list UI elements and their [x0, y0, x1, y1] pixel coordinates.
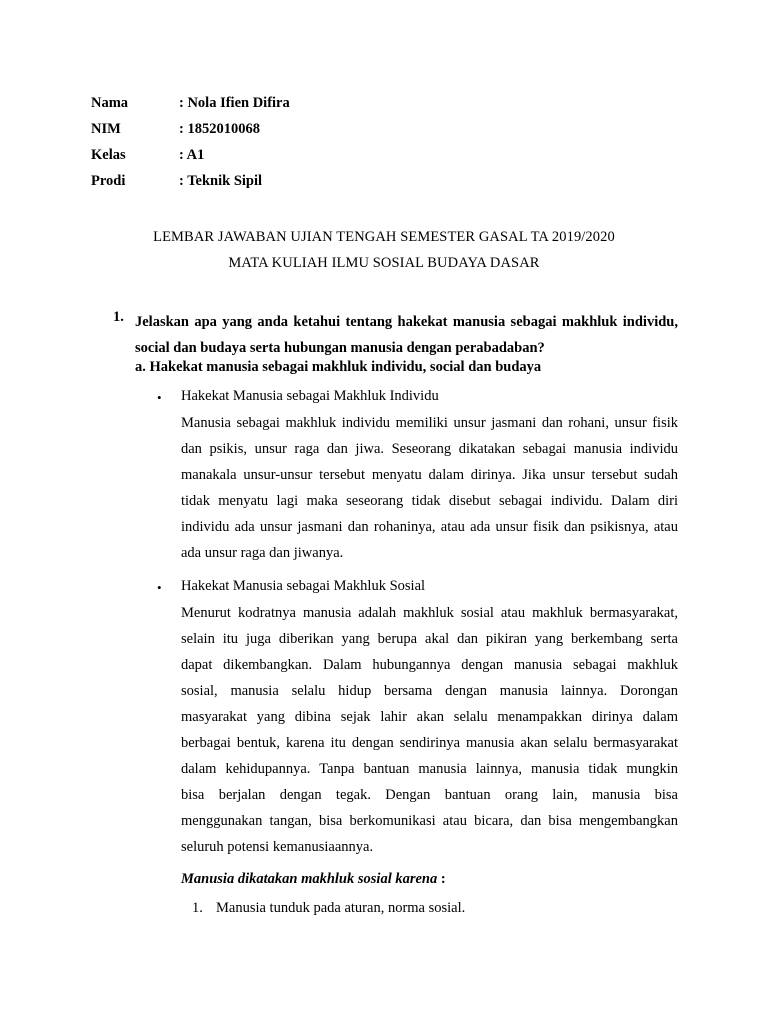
- reason-heading-text: Manusia dikatakan makhluk sosial karena: [181, 871, 438, 887]
- identity-row-prodi: [91, 173, 262, 190]
- paragraph-line: tidak menyatu lagi maka seseorang tidak disebut sebagai individu. Dalam diri: [181, 493, 678, 509]
- section-title-individu: Hakekat Manusia sebagai Makhluk Individu: [181, 388, 439, 404]
- paragraph-line: bisa berjalan dengan tegak. Dengan bantuan orang lain, manusia bisa: [181, 787, 678, 803]
- paragraph-line: seluruh potensi kemanusiaannya.: [181, 839, 374, 855]
- paragraph-line: Menurut kodratnya manusia adalah makhluk sosial atau makhluk bermasyarakat,: [181, 605, 678, 621]
- identity-value: : 1852010068: [179, 121, 260, 137]
- paragraph-line: berbagai bentuk, karena itu dengan sendirinya manusia akan selalu bermasyarakat: [181, 735, 678, 751]
- identity-label: NIM: [91, 121, 121, 137]
- answer-subheading: a. Hakekat manusia sebagai makhluk individu, social dan budaya: [135, 359, 542, 375]
- list-item-number: 1.: [192, 900, 203, 916]
- paragraph-line: menggunakan tangan, bisa berkomunikasi atau bicara, dan bisa mengembangkan: [181, 813, 678, 829]
- identity-value: : A1: [179, 147, 205, 163]
- identity-value: : Nola Ifien Difira: [179, 95, 290, 111]
- section-title-sosial: Hakekat Manusia sebagai Makhluk Sosial: [181, 578, 426, 594]
- paragraph-line: Manusia sebagai makhluk individu memiliki unsur jasmani dan rohani, unsur fisik: [181, 415, 678, 431]
- identity-row-nama: [91, 95, 290, 112]
- identity-label: Prodi: [91, 173, 126, 189]
- identity-row-nim: [91, 121, 260, 138]
- paragraph-line: masyarakat yang dibina sejak lahir akan selalu menampakkan dirinya dalam: [181, 709, 678, 725]
- exam-title: LEMBAR JAWABAN UJIAN TENGAH SEMESTER GASAL TA 2019/2020: [153, 229, 615, 245]
- question-number: 1.: [113, 309, 124, 325]
- course-title: MATA KULIAH ILMU SOSIAL BUDAYA DASAR: [228, 255, 540, 271]
- identity-row-kelas: [91, 147, 204, 164]
- paragraph-line: ada unsur raga dan jiwanya.: [181, 545, 344, 561]
- paragraph-individu: [181, 410, 678, 566]
- list-item-text: Manusia tunduk pada aturan, norma sosial.: [216, 900, 466, 916]
- identity-label: Nama: [91, 95, 129, 111]
- reason-heading: [181, 871, 446, 888]
- paragraph-line: sosial, manusia selalu hidup bersama dengan manusia lainnya. Dorongan: [181, 683, 678, 699]
- paragraph-line: dalam kehidupannya. Tanpa bantuan manusia lainnya, manusia tidak mungkin: [181, 761, 678, 777]
- bullet-icon: •: [157, 580, 162, 595]
- paragraph-line: selain itu juga diberikan yang berupa akal dan pikiran yang berkembang serta: [181, 631, 678, 647]
- paragraph-line: manakala unsur-unsur tersebut menyatu dalam dirinya. Jika unsur tersebut sudah: [181, 467, 678, 483]
- paragraph-line: individu ada unsur jasmani dan rohaninya, atau ada unsur fisik dan psikisnya, atau: [181, 519, 678, 535]
- paragraph-sosial: [181, 600, 678, 860]
- paragraph-line: dapat dikembangkan. Dalam hubungannya dengan manusia sebagai makhluk: [181, 657, 678, 673]
- identity-label: Kelas: [91, 147, 126, 163]
- paragraph-line: dan psikis, unsur raga dan jiwa. Seseorang dikatakan sebagai manusia individu: [181, 441, 678, 457]
- bullet-icon: •: [157, 390, 162, 405]
- reason-heading-colon: :: [437, 871, 446, 887]
- question-text: Jelaskan apa yang anda ketahui tentang hakekat manusia sebagai makhluk individu, social dan budaya serta hubungan manusia dengan perabadaban?: [135, 314, 678, 356]
- identity-value: : Teknik Sipil: [179, 173, 263, 189]
